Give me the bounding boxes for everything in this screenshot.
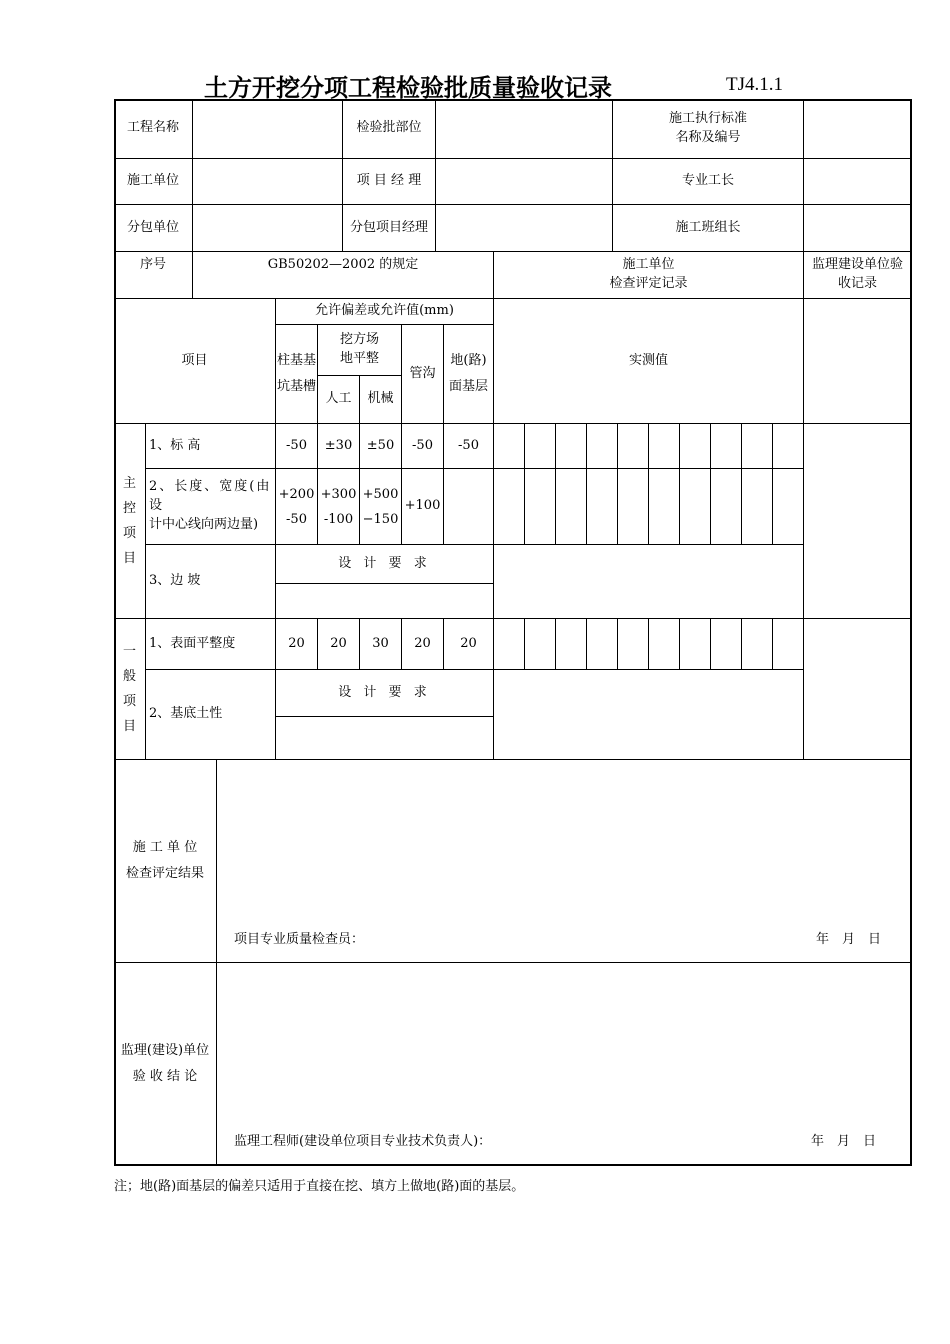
team-leader-label: 施工班组长 bbox=[613, 205, 804, 252]
standard-field[interactable] bbox=[804, 99, 912, 159]
dimension-machine-value bbox=[360, 469, 402, 545]
measured-cell[interactable] bbox=[587, 424, 618, 469]
dimension-label bbox=[146, 469, 276, 545]
manual-heading: 人工 bbox=[318, 376, 360, 424]
supervisor-heading bbox=[804, 252, 912, 299]
form-title-bar bbox=[0, 68, 950, 102]
measured-cell[interactable] bbox=[649, 619, 680, 670]
elevation-trench-value: -50 bbox=[402, 424, 444, 469]
dimension-label-line1: 2、长度、宽度(由设 bbox=[149, 479, 272, 514]
supervisor-heading-line1: 监理建设单位验 bbox=[811, 257, 903, 273]
measured-cell[interactable] bbox=[742, 424, 773, 469]
general-items-char-1: 一 bbox=[122, 644, 136, 659]
team-leader-field[interactable] bbox=[804, 205, 912, 252]
flatness-manual-value: 20 bbox=[318, 619, 360, 670]
base-layer-heading-line1: 地(路) bbox=[450, 353, 487, 368]
slope-label: 3、边 坡 bbox=[146, 545, 276, 619]
main-items-char-1: 主 bbox=[122, 476, 136, 491]
measured-cell[interactable] bbox=[680, 619, 711, 670]
dimension-manual-lower: -100 bbox=[323, 511, 354, 527]
contractor-label: 施工单位 bbox=[114, 159, 193, 205]
machine-heading: 机械 bbox=[360, 376, 402, 424]
elevation-manual-value: ±30 bbox=[318, 424, 360, 469]
measured-cell[interactable] bbox=[494, 469, 525, 545]
foreman-field[interactable] bbox=[804, 159, 912, 205]
measured-cell[interactable] bbox=[773, 469, 804, 545]
dimension-machine-upper: +500 bbox=[362, 486, 399, 502]
standard-label-line2: 名称及编号 bbox=[675, 129, 741, 145]
spec-heading: GB50202—2002 的规定 bbox=[193, 252, 494, 299]
item-heading: 项目 bbox=[114, 299, 276, 424]
form-title: 土方开挖分项工程检验批质量验收记录 bbox=[204, 74, 612, 102]
soil-measured-field[interactable] bbox=[494, 670, 804, 760]
pit-heading-line1: 柱基基 bbox=[276, 353, 316, 368]
general-items-supervisor-field[interactable] bbox=[804, 619, 912, 760]
base-layer-heading-line2: 面基层 bbox=[448, 379, 488, 394]
measured-cell[interactable] bbox=[556, 424, 587, 469]
measured-cell[interactable] bbox=[556, 619, 587, 670]
measured-cell[interactable] bbox=[525, 424, 556, 469]
dimension-pit-upper: +200 bbox=[278, 486, 315, 502]
contractor-result-label-line1: 施 工 单 位 bbox=[132, 840, 198, 855]
site-leveling-heading-line2: 地平整 bbox=[339, 351, 379, 366]
main-items-supervisor-field[interactable] bbox=[804, 424, 912, 619]
measured-cell[interactable] bbox=[742, 469, 773, 545]
pit-heading-line2: 坑基槽 bbox=[276, 379, 316, 394]
main-items-char-2: 控 bbox=[122, 501, 136, 516]
batch-location-field[interactable] bbox=[436, 99, 613, 159]
project-name-label: 工程名称 bbox=[114, 99, 193, 159]
general-items-char-2: 般 bbox=[122, 669, 136, 684]
site-leveling-heading-line1: 挖方场 bbox=[339, 332, 379, 348]
project-name-field[interactable] bbox=[193, 99, 343, 159]
measured-cell[interactable] bbox=[494, 424, 525, 469]
contractor-result-label-line2: 检查评定结果 bbox=[125, 866, 204, 881]
measured-cell[interactable] bbox=[525, 469, 556, 545]
tolerance-heading: 允许偏差或允许值(mm) bbox=[276, 299, 494, 325]
contractor-check-heading-line2: 检查评定记录 bbox=[609, 276, 688, 291]
contractor-field[interactable] bbox=[193, 159, 343, 205]
dimension-pit-lower: -50 bbox=[286, 511, 307, 527]
dimension-label-line2: 计中心线向两边量) bbox=[149, 516, 259, 532]
soil-requirement-field[interactable] bbox=[276, 717, 494, 760]
batch-location-label: 检验批部位 bbox=[343, 99, 436, 159]
dimension-manual-value bbox=[318, 469, 360, 545]
measured-cell[interactable] bbox=[773, 424, 804, 469]
form-code: TJ4.1.1 bbox=[726, 74, 783, 95]
quality-inspector-label: 项目专业质量检查员： bbox=[234, 932, 365, 947]
measured-cell[interactable] bbox=[618, 469, 649, 545]
general-items-label bbox=[114, 619, 146, 760]
soil-label: 2、基底土性 bbox=[146, 670, 276, 760]
measured-cell[interactable] bbox=[711, 424, 742, 469]
measured-heading: 实测值 bbox=[494, 299, 804, 424]
slope-requirement-field[interactable] bbox=[276, 584, 494, 619]
dimension-trench-value: +100 bbox=[402, 469, 444, 545]
sub-manager-label: 分包项目经理 bbox=[343, 205, 436, 252]
supervisor-result-date: 年 月 日 bbox=[811, 1134, 877, 1149]
supervisor-result-label bbox=[114, 963, 217, 1166]
pit-heading bbox=[276, 325, 318, 424]
project-manager-label: 项 目 经 理 bbox=[343, 159, 436, 205]
general-items-char-4: 目 bbox=[122, 719, 136, 734]
site-leveling-heading bbox=[318, 325, 402, 376]
contractor-check-heading-line1: 施工单位 bbox=[622, 257, 675, 273]
foreman-label: 专业工长 bbox=[613, 159, 804, 205]
measured-cell[interactable] bbox=[742, 619, 773, 670]
elevation-machine-value: ±50 bbox=[360, 424, 402, 469]
supervisor-tolerance-cell[interactable] bbox=[804, 299, 912, 424]
measured-cell[interactable] bbox=[711, 469, 742, 545]
measured-cell[interactable] bbox=[494, 619, 525, 670]
dimension-pit-value bbox=[276, 469, 318, 545]
elevation-label: 1、标 高 bbox=[146, 424, 276, 469]
main-items-char-4: 目 bbox=[122, 551, 136, 566]
inspection-table bbox=[114, 99, 912, 1166]
subcontractor-field[interactable] bbox=[193, 205, 343, 252]
soil-requirement: 设 计 要 求 bbox=[276, 670, 494, 717]
supervisor-result-label-line2: 验 收 结 论 bbox=[132, 1069, 198, 1084]
supervising-engineer-label: 监理工程师(建设单位项目专业技术负责人)： bbox=[234, 1134, 492, 1149]
seq-heading: 序号 bbox=[114, 252, 193, 299]
measured-cell[interactable] bbox=[773, 619, 804, 670]
sub-manager-field[interactable] bbox=[436, 205, 613, 252]
measured-cell[interactable] bbox=[680, 424, 711, 469]
measured-cell[interactable] bbox=[618, 619, 649, 670]
flatness-label: 1、表面平整度 bbox=[146, 619, 276, 670]
elevation-pit-value: -50 bbox=[276, 424, 318, 469]
flatness-machine-value: 30 bbox=[360, 619, 402, 670]
dimension-base-value bbox=[444, 469, 494, 545]
flatness-trench-value: 20 bbox=[402, 619, 444, 670]
standard-label-line1: 施工执行标准 bbox=[668, 110, 747, 126]
dimension-manual-upper: +300 bbox=[320, 486, 357, 502]
elevation-base-value: -50 bbox=[444, 424, 494, 469]
measured-cell[interactable] bbox=[649, 469, 680, 545]
measured-cell[interactable] bbox=[711, 619, 742, 670]
measured-cell[interactable] bbox=[649, 424, 680, 469]
contractor-check-heading bbox=[494, 252, 804, 299]
footnote: 注；地(路)面基层的偏差只适用于直接在挖、填方上做地(路)面的基层。 bbox=[114, 1179, 525, 1194]
dimension-machine-lower: −150 bbox=[362, 511, 399, 527]
standard-label bbox=[613, 99, 804, 159]
measured-cell[interactable] bbox=[556, 469, 587, 545]
trench-heading: 管沟 bbox=[402, 325, 444, 424]
measured-cell[interactable] bbox=[618, 424, 649, 469]
flatness-base-value: 20 bbox=[444, 619, 494, 670]
slope-measured-field[interactable] bbox=[494, 545, 804, 619]
measured-cell[interactable] bbox=[587, 469, 618, 545]
main-items-label bbox=[114, 424, 146, 619]
general-items-char-3: 项 bbox=[122, 694, 136, 709]
contractor-result-date: 年 月 日 bbox=[816, 932, 882, 947]
slope-requirement: 设 计 要 求 bbox=[276, 545, 494, 584]
measured-cell[interactable] bbox=[587, 619, 618, 670]
base-layer-heading bbox=[444, 325, 494, 424]
measured-cell[interactable] bbox=[680, 469, 711, 545]
supervisor-heading-line2: 收记录 bbox=[837, 276, 877, 291]
main-items-char-3: 项 bbox=[122, 526, 136, 541]
supervisor-result-label-line1: 监理(建设)单位 bbox=[120, 1043, 210, 1058]
subcontractor-label: 分包单位 bbox=[114, 205, 193, 252]
flatness-pit-value: 20 bbox=[276, 619, 318, 670]
project-manager-field[interactable] bbox=[436, 159, 613, 205]
measured-cell[interactable] bbox=[525, 619, 556, 670]
contractor-result-label bbox=[114, 760, 217, 963]
